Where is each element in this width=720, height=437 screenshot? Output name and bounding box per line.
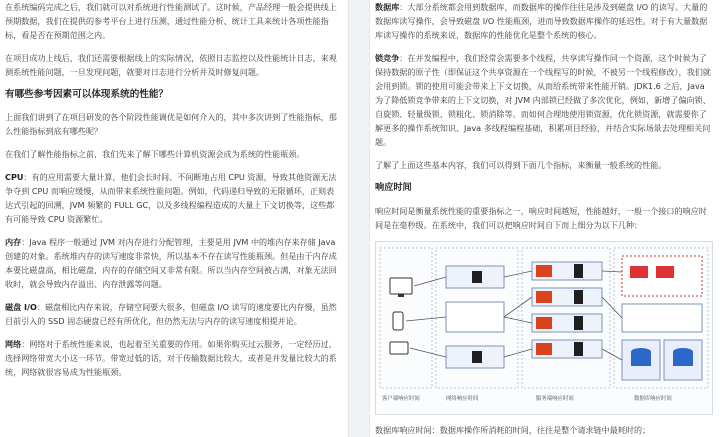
disk-text: ：磁盘相比内存来说，存储空间要大很多，但磁盘 I/O 读写的速度要比内存慢，虽然目前引入的 SSD 固态硬盘已经有所优化，但仍然无法与内存的读写速度相提并论。 — [5, 302, 337, 326]
tomcat-icon — [536, 343, 552, 355]
monitor-icon — [390, 278, 412, 294]
left-paragraph-2: 在项目成功上线后，我们还需要根据线上的实际情况，依照日志监控以及性能统计日志，来观测系统性能问题，一旦发现问题，就要对日志进行分析并及时修复问题。 — [5, 53, 337, 77]
left-paragraph-4: 在我们了解性能指标之前，我们先来了解下哪些计算机资源会成为系统的性能瓶颈。 — [5, 149, 305, 159]
database-term: 数据库 — [375, 2, 400, 12]
section-heading-response-time: 响应时间 — [375, 182, 412, 193]
network-paragraph — [5, 337, 342, 379]
database-time-label: 数据库响应时间 — [634, 396, 672, 402]
architecture-svg — [376, 242, 712, 414]
mq-box — [622, 304, 702, 332]
redis-icon — [630, 266, 648, 278]
tomcat-icon — [536, 317, 552, 329]
lock-text: ：在并发编程中，我们经常会需要多个线程，共享读写操作同一个资源，这个时候为了保持数据的原子性（即保证这个共享资源在一个线程写的时候，不被另一个线程修改），我们就会用到锁。锁的使用可能会带来上下文切换，从而给系统带来性能开销。JDK1.6 之后，Java 为了降低锁竞争带来的上下文切换，对 JVM 内部锁已经做了多次优化，例如，新增了偏向锁、自旋锁、轻量级锁、锁粗化、锁消除等。而如何合理地使用锁资源，优化锁资源，就需要你了解更多的操作系统知识、Java 多线程编程基础，积累项目经验，并结合实际场景去处理相关问题。 — [375, 53, 711, 147]
response-time-paragraph: 响应时间是衡量系统性能的重要指标之一，响应时间越短，性能越好，一般一个接口的响应时间是在毫秒级。在系统中，我们可以把响应时间自下而上细分为以下几种： — [375, 206, 707, 230]
server-icon — [472, 271, 482, 283]
tablet-icon — [390, 342, 408, 354]
response-time-architecture-diagram — [375, 241, 713, 415]
tomcat-icon — [536, 265, 552, 277]
server-icon — [472, 351, 482, 363]
cpu-paragraph — [5, 170, 342, 226]
network-term: 网络 — [5, 339, 22, 349]
disk-paragraph — [5, 300, 342, 328]
left-paragraph-1: 在系统编码完成之后，我们就可以对系统进行性能测试了。这时候，产品经理一般会提供线上预期数据，我们在提供的参考平台上进行压测，通过性能分析、统计工具来统计各项性能指标，看是否在预期范围之内。 — [5, 2, 337, 40]
network-text: ：网络对于系统性能来说，也起着至关重要的作用。如果你购买过云服务，一定经历过，选择网络带宽大小这一环节。带宽过低的话，对于传输数据比较大，或者是并发量比较大的系统，网络就很容易成为性能瓶颈。 — [5, 339, 337, 377]
service-time-label: 服务端响应时间 — [536, 396, 574, 402]
memory-term: 内存 — [5, 237, 22, 247]
memory-paragraph — [5, 235, 342, 291]
database-paragraph — [375, 0, 714, 42]
cpu-term: CPU — [5, 172, 24, 182]
client-time-label: 客户端响应时间 — [382, 396, 420, 402]
lock-term: 锁竞争 — [375, 53, 400, 63]
tomcat-icon — [536, 291, 552, 303]
database-time-caption: 数据库响应时间：数据库操作所消耗的时间，往往是整个请求链中最耗时的； — [375, 425, 651, 435]
lb-box-mid — [446, 302, 504, 332]
phone-icon — [393, 312, 403, 330]
disk-term: 磁盘 I/O — [5, 302, 37, 312]
summary-paragraph: 了解了上面这些基本内容，我们可以得到下面几个指标，来衡量一般系统的性能。 — [375, 160, 667, 170]
network-time-label: 网络响应时间 — [446, 396, 479, 402]
left-paragraph-3: 上面我们讲到了在项目研发的各个阶段性能调优是如何介入的，其中多次讲到了性能指标，那么性能指标到底有哪些呢？ — [5, 112, 337, 136]
memory-text: ：Java 程序一般通过 JVM 对内存进行分配管理，主要是用 JVM 中的堆内存来存储 Java 创建的对象。系统堆内存的读写速度非常快，所以基本不存在读写性能瓶颈。但是由于内存成本要比磁盘高，相比磁盘，内存的存储空间又非常有限。所以当内存空间被占满，对象无法回收时，就会导致内存溢出、内存泄露等问题。 — [5, 237, 337, 289]
right-column — [370, 0, 720, 437]
page-gutter — [348, 0, 370, 437]
database-text: ：大部分系统都会用到数据库，而数据库的操作往往是涉及到磁盘 I/O 的读写。大量的数据库读写操作，会导致磁盘 I/O 性能瓶颈，进而导致数据库操作的延迟性。对于有大量数据库读写操作的系统来说，数据库的性能优化是整个系统的核心。 — [375, 2, 708, 40]
cpu-text: ：有的应用需要大量计算，他们会长时间、不间断地占用 CPU 资源，导致其他资源无法争夺到 CPU 而响应缓慢，从而带来系统性能问题。例如，代码递归导致的无限循环，正则表达式引起的回溯，JVM 频繁的 FULL GC，以及多线程编程造成的大量上下文切换等，这些都有可能导致 CPU 资源繁忙。 — [5, 172, 337, 224]
lock-paragraph — [375, 51, 714, 149]
left-column — [0, 0, 348, 437]
section-heading-factors: 有哪些参考因素可以体现系统的性能？ — [5, 89, 169, 100]
redis-icon — [656, 266, 674, 278]
client-frame — [380, 248, 432, 388]
